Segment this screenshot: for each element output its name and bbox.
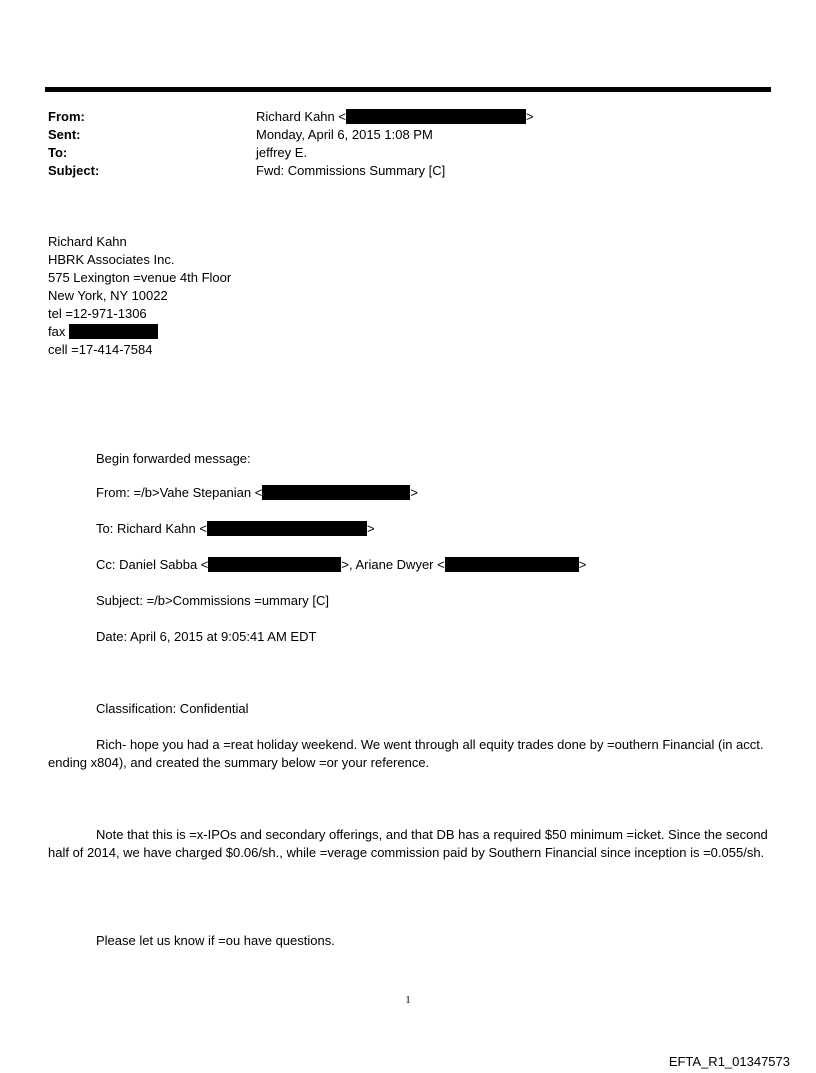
from-close: >: [525, 109, 534, 124]
header-rule: [45, 87, 771, 92]
signature-company: HBRK Associates Inc.: [48, 252, 175, 267]
redaction-block: [262, 485, 410, 500]
sent-value: Monday, April 6, 2015 1:08 PM: [256, 127, 433, 142]
redaction-block: [207, 521, 367, 536]
redaction-block: [208, 557, 341, 572]
sent-label: Sent:: [48, 127, 81, 142]
redaction-block: [445, 557, 579, 572]
redaction-block: [346, 109, 526, 124]
from-label: From:: [48, 109, 85, 124]
forward-from: [96, 484, 776, 502]
to-label: To:: [48, 145, 68, 160]
forward-from-close: >: [410, 485, 418, 500]
page-number: 1: [405, 994, 411, 1006]
forward-cc-prefix: Cc: Daniel Sabba <: [96, 557, 209, 572]
body-paragraph-2: Note that this is =x-IPOs and secondary offerings, and that DB has a required $50 minimum =icket. Since the second half of 2014, we have charged $0.06/sh., while =verage commission paid by Southern Financial since inception is =0.055/sh.: [48, 827, 768, 860]
document-id: EFTA_R1_01347573: [668, 1054, 790, 1069]
forward-subject: Subject: =/b>Commissions =ummary [C]: [96, 593, 329, 608]
closing-line: Please let us know if =ou have questions.: [96, 933, 335, 948]
redaction-block: [69, 324, 158, 339]
classification: Classification: Confidential: [96, 701, 249, 716]
forward-to-prefix: To: Richard Kahn <: [96, 521, 207, 536]
from-name: Richard Kahn <: [256, 109, 346, 124]
signature-address-line2: New York, NY 10022: [48, 288, 168, 303]
forward-cc-close: >: [578, 557, 587, 572]
forward-from-prefix: From: =/b>Vahe Stepanian <: [96, 485, 263, 500]
signature-address-line1: 575 Lexington =venue 4th Floor: [48, 270, 232, 285]
forward-intro: Begin forwarded message:: [96, 451, 251, 466]
body-paragraph-1: Rich- hope you had a =reat holiday weekend. We went through all equity trades done by =outhern Financial (in acct. ending x804), and created the summary below =or your reference.: [48, 737, 764, 770]
forward-cc-mid: >, Ariane Dwyer <: [341, 557, 445, 572]
to-value: jeffrey E.: [256, 145, 308, 160]
signature-name: Richard Kahn: [48, 234, 127, 249]
signature-cell: cell =17-414-7584: [48, 342, 153, 357]
from-value: [256, 108, 534, 126]
signature-fax: [48, 323, 231, 341]
forward-to: [96, 520, 776, 538]
signature-block: [48, 233, 231, 359]
signature-tel: tel =12-971-1306: [48, 306, 147, 321]
forward-cc: [96, 556, 776, 574]
fax-label: fax: [48, 324, 66, 339]
forward-date: Date: April 6, 2015 at 9:05:41 AM EDT: [96, 629, 317, 644]
subject-value: Fwd: Commissions Summary [C]: [256, 163, 446, 178]
subject-label: Subject:: [48, 163, 100, 178]
forward-to-close: >: [366, 521, 375, 536]
